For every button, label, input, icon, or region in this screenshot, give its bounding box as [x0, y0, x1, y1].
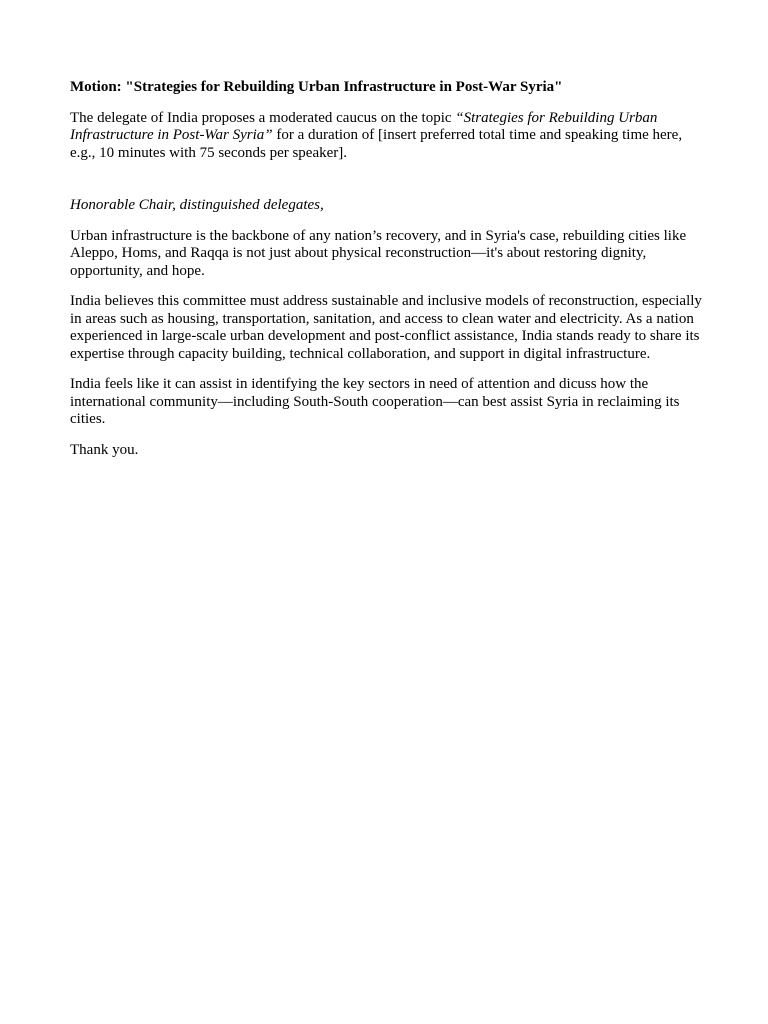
intro-paragraph	[70, 110, 704, 163]
closing-line: Thank you.	[70, 441, 139, 458]
intro-topic: “Strategies for Rebuilding Urban Infrastructure in Post-War Syria”	[70, 109, 658, 143]
body-paragraph-1: Urban infrastructure is the backbone of any nation’s recovery, and in Syria's case, rebuilding cities like Aleppo, Homs, and Raqqa is not just about physical reconstruction—it's about restoring dignity, opportunity, and hope.	[70, 227, 687, 279]
intro-text-before: The delegate of India proposes a moderated caucus on the topic	[70, 109, 456, 126]
motion-heading: Motion: "Strategies for Rebuilding Urban Infrastructure in Post-War Syria"	[70, 79, 563, 95]
intro-text-after: for a duration of [insert preferred total time and speaking time here, e.g., 10 minutes with 75 seconds per speaker].	[70, 127, 683, 161]
body-paragraph-2: India believes this committee must address sustainable and inclusive models of reconstruction, especially in areas such as housing, transportation, sanitation, and access to clean water and electricity. As a nation experienced in large-scale urban development and post-conflict assistance, India stands ready to share its expertise through capacity building, technical collaboration, and support in digital infrastructure.	[70, 293, 702, 362]
blank-line	[70, 175, 704, 197]
body-paragraph-3: India feels like it can assist in identifying the key sectors in need of attention and dicuss how the international community—including South-South cooperation—can best assist Syria in reclaiming its cities.	[70, 376, 680, 427]
salutation: Honorable Chair, distinguished delegates,	[70, 197, 324, 213]
